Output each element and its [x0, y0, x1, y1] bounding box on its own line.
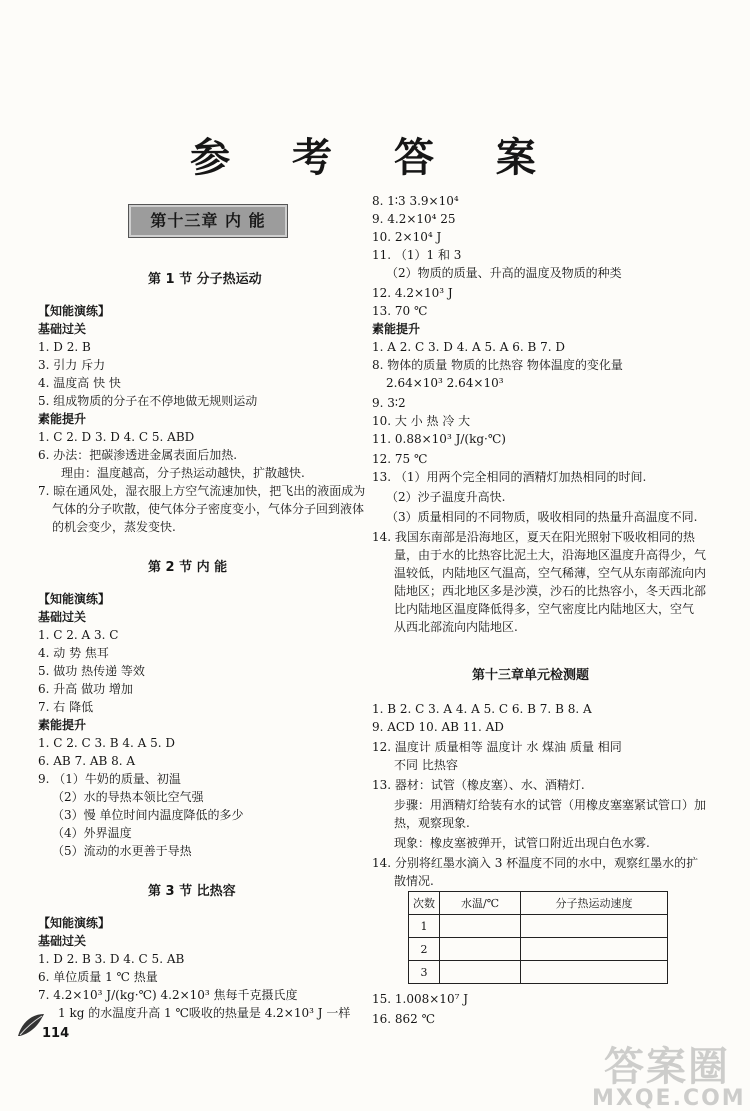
experiment-table	[408, 891, 668, 984]
answer-line: 1. C 2. C 3. B 4. A 5. D	[38, 736, 176, 750]
answer-line: 理由：温度越高，分子热运动越快，扩散越快.	[61, 466, 305, 480]
answer-line: 12. 温度计 质量相等 温度计 水 煤油 质量 相同	[372, 740, 622, 754]
table-row	[409, 915, 668, 938]
answer-line: 从西北部流向内陆地区.	[394, 620, 518, 634]
answer-line: 气体的分子吹散，使气体分子密度变小，气体分子回到液体	[52, 502, 365, 516]
table-cell	[521, 938, 668, 961]
table-cell	[440, 961, 521, 984]
answer-line: 5. 组成物质的分子在不停地做无规则运动	[38, 394, 258, 408]
page-number: 114	[42, 1026, 70, 1041]
answer-line: 13. 器材：试管（橡皮塞）、水、酒精灯.	[372, 778, 585, 792]
table-row	[409, 961, 668, 984]
table-cell: 1	[409, 915, 440, 938]
answer-line: 热，观察现象.	[394, 816, 470, 830]
table-header-cell: 分子热运动速度	[521, 892, 668, 915]
answer-line: 14. 分别将红墨水滴入 3 杯温度不同的水中，观察红墨水的扩	[372, 856, 699, 870]
answer-line: 散情况.	[394, 874, 434, 888]
section-heading: 第十三章单元检测题	[472, 668, 590, 683]
answer-line: 11. （1）1 和 3	[372, 248, 462, 262]
answer-line: 陆地区；西北地区多是沙漠，沙石的比热容小，冬天西北部	[394, 584, 707, 598]
answer-line: 6. AB 7. AB 8. A	[38, 754, 136, 768]
table-cell	[440, 915, 521, 938]
answer-line: 不同 比热容	[394, 758, 458, 772]
answer-line: （2）物质的质量、升高的温度及物质的种类	[386, 266, 622, 280]
answer-line: 9. （1）牛奶的质量、初温	[38, 772, 181, 786]
answer-line: 温较低，内陆地区气温高，空气稀薄，空气从东南部流向内	[394, 566, 707, 580]
subsection-label: 基础过关	[38, 934, 87, 948]
subsection-label: 基础过关	[38, 322, 87, 336]
answer-line: （2）沙子温度升高快.	[386, 490, 506, 504]
answer-line: 1. D 2. B	[38, 340, 91, 354]
answer-line: 8. 1∶3 3.9×10⁴	[372, 194, 459, 208]
answer-line: 的机会变少，蒸发变快.	[52, 520, 176, 534]
answer-line: 12. 4.2×10³ J	[372, 286, 453, 300]
subsection-label: 素能提升	[372, 322, 421, 336]
answer-line: 9. 3∶2	[372, 396, 406, 410]
section-heading: 第 1 节 分子热运动	[148, 272, 262, 287]
answer-line: 现象：橡皮塞被弹开，试管口附近出现白色水雾.	[394, 836, 650, 850]
answer-line: 7. 晾在通风处，湿衣服上方空气流速加快，把飞出的液面成为	[38, 484, 366, 498]
table-header-row	[409, 892, 668, 915]
answer-line: 7. 4.2×10³ J/(kg·℃) 4.2×10³ 焦每千克摄氏度	[38, 988, 298, 1002]
subsection-label: 【知能演练】	[38, 304, 111, 318]
answer-line: 4. 动 势 焦耳	[38, 646, 109, 660]
answer-line: 10. 大 小 热 冷 大	[372, 414, 471, 428]
answer-line: 比内陆地区温度降低得多，空气密度比内陆地区大，空气	[394, 602, 695, 616]
answer-line: 13. 70 ℃	[372, 304, 428, 318]
answer-line: 1. B 2. C 3. A 4. A 5. C 6. B 7. B 8. A	[372, 702, 592, 716]
subsection-label: 素能提升	[38, 718, 87, 732]
answer-line: 16. 862 ℃	[372, 1012, 436, 1026]
answer-line: 1. D 2. B 3. D 4. C 5. AB	[38, 952, 185, 966]
table-row	[409, 938, 668, 961]
chapter-title: 第十三章 内 能	[128, 204, 288, 238]
table-header-cell: 水温/℃	[440, 892, 521, 915]
table-cell	[521, 961, 668, 984]
answer-line: 8. 物体的质量 物质的比热容 物体温度的变化量	[372, 358, 623, 372]
table-cell: 3	[409, 961, 440, 984]
answer-line: 11. 0.88×10³ J/(kg·℃)	[372, 432, 506, 446]
answer-line: 步骤：用酒精灯给装有水的试管（用橡皮塞塞紧试管口）加	[394, 798, 707, 812]
answer-line: 4. 温度高 快 快	[38, 376, 121, 390]
answer-line: 10. 2×10⁴ J	[372, 230, 442, 244]
answer-line: （2）水的导热本领比空气强	[52, 790, 204, 804]
answer-line: 1. C 2. D 3. D 4. C 5. ABD	[38, 430, 195, 444]
answer-line: 9. ACD 10. AB 11. AD	[372, 720, 504, 734]
answer-line: 6. 升高 做功 增加	[38, 682, 133, 696]
answer-line: 2.64×10³ 2.64×10³	[386, 376, 504, 390]
answer-line: （3）质量相同的不同物质，吸收相同的热量升高温度不同.	[386, 510, 698, 524]
table-cell: 2	[409, 938, 440, 961]
subsection-label: 【知能演练】	[38, 916, 111, 930]
answer-line: 6. 办法：把碳渗透进金属表面后加热.	[38, 448, 238, 462]
section-heading: 第 2 节 内 能	[148, 560, 228, 575]
watermark-line2: MXQE.COM	[592, 1086, 746, 1111]
answer-line: 3. 引力 斥力	[38, 358, 106, 372]
answer-line: 1 kg 的水温度升高 1 ℃吸收的热量是 4.2×10³ J 一样	[58, 1006, 351, 1020]
answer-line: （5）流动的水更善于导热	[52, 844, 192, 858]
page-title: 参 考 答 案	[190, 134, 560, 181]
answer-line: 1. A 2. C 3. D 4. A 5. A 6. B 7. D	[372, 340, 565, 354]
answer-line: （4）外界温度	[52, 826, 132, 840]
subsection-label: 【知能演练】	[38, 592, 111, 606]
answer-line: 6. 单位质量 1 ℃ 热量	[38, 970, 158, 984]
answer-line: 1. C 2. A 3. C	[38, 628, 119, 642]
answer-line: 14. 我国东南部是沿海地区，夏天在阳光照射下吸收相同的热	[372, 530, 695, 544]
watermark-line1: 答案圈	[604, 1044, 730, 1090]
watermark-logo	[592, 1035, 746, 1111]
table-cell	[521, 915, 668, 938]
answer-line: 12. 75 ℃	[372, 452, 428, 466]
answer-line: 5. 做功 热传递 等效	[38, 664, 145, 678]
table-cell	[440, 938, 521, 961]
subsection-label: 素能提升	[38, 412, 87, 426]
answer-line: 13. （1）用两个完全相同的酒精灯加热相同的时间.	[372, 470, 647, 484]
answer-line: 量，由于水的比热容比泥土大，沿海地区温度升高得少，气	[394, 548, 707, 562]
table-header-cell: 次数	[409, 892, 440, 915]
section-heading: 第 3 节 比热容	[148, 884, 236, 899]
answer-line: （3）慢 单位时间内温度降低的多少	[52, 808, 244, 822]
answer-line: 9. 4.2×10⁴ 25	[372, 212, 456, 226]
subsection-label: 基础过关	[38, 610, 87, 624]
answer-line: 7. 右 降低	[38, 700, 94, 714]
answer-line: 15. 1.008×10⁷ J	[372, 992, 469, 1006]
